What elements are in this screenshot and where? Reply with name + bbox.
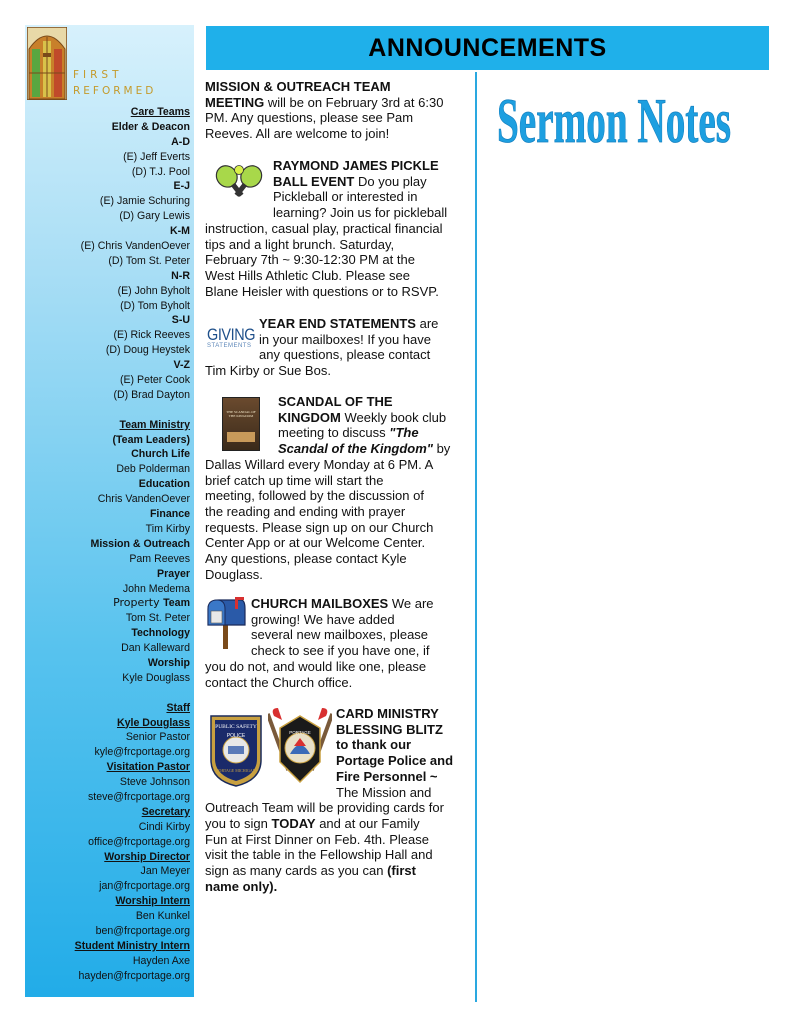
ann-text: Do you play: [354, 173, 427, 189]
ann-text: will be on February 3rd at 6:30: [264, 94, 444, 110]
staff-email[interactable]: office@frcportage.org: [88, 835, 190, 848]
staff-detail: Senior Pastor: [125, 731, 190, 744]
sermon-notes-text: Sermon Notes: [497, 85, 731, 156]
group-range: V-Z: [173, 359, 190, 372]
group-range: A-D: [171, 135, 190, 148]
ann-text: requests. Please sign up on our Church: [205, 519, 434, 535]
team-leader: Tim Kirby: [145, 522, 190, 535]
staff-email[interactable]: steve@frcportage.org: [87, 790, 190, 803]
ann-text: by: [432, 441, 451, 457]
ann-text: you to sign: [205, 815, 272, 831]
team-name: Technology: [131, 627, 190, 640]
ann-text: Blane Heisler with questions or to RSVP.: [205, 283, 439, 299]
ann-text: instruction, casual play, practical financial: [205, 220, 443, 236]
group-deacon: (D) Tom St. Peter: [108, 254, 190, 267]
sidebar: [25, 25, 194, 997]
staff-email[interactable]: hayden@frcportage.org: [78, 969, 190, 982]
group-deacon: (D) Brad Dayton: [113, 388, 190, 401]
ann-text: visit the table in the Fellowship Hall and: [205, 847, 433, 863]
staff-detail: Jan Meyer: [140, 865, 190, 878]
sidebar-directory: [25, 105, 190, 984]
ann-heading: CARD MINISTRY: [336, 706, 439, 721]
ann-text: We are: [388, 596, 434, 611]
ann-text: Outreach Team will be providing cards for: [205, 800, 444, 816]
team-leader: Tom St. Peter: [125, 612, 190, 625]
team-name: Mission & Outreach: [90, 537, 190, 550]
ann-text: meeting to discuss: [278, 425, 390, 441]
announcement-card-ministry: [205, 706, 473, 894]
team-name: Finance: [149, 508, 190, 521]
team-ministry-heading: Team Ministry: [119, 418, 190, 431]
ann-text: sign as many cards as you can: [205, 863, 388, 879]
ann-heading: Fire Personnel ~: [336, 768, 438, 784]
elder-deacon-label: Elder & Deacon: [111, 120, 190, 133]
column-divider: [475, 72, 477, 1002]
ann-text: several new mailboxes, please: [251, 627, 429, 643]
ann-text: Douglass.: [205, 566, 263, 582]
announcement-pickleball: [205, 158, 473, 299]
group-range: K-M: [169, 225, 190, 238]
team-leader: Kyle Douglass: [122, 671, 190, 684]
ann-text: Center App or at our Welcome Center.: [205, 535, 426, 551]
ann-text: brief catch up time will start the: [205, 472, 384, 488]
staff-detail: Ben Kunkel: [135, 910, 190, 923]
book-cover-title: THE SCANDAL OF THE KINGDOM: [226, 410, 256, 418]
group-elder: (E) Jamie Schuring: [99, 195, 190, 208]
team-name: Worship: [147, 656, 190, 669]
group-deacon: (D) Doug Heystek: [105, 344, 190, 357]
team-name: Church Life: [131, 448, 190, 461]
staff-email[interactable]: ben@frcportage.org: [95, 924, 190, 937]
ann-emphasis: (first: [387, 863, 416, 879]
group-elder: (E) John Byholt: [117, 284, 190, 297]
sermon-notes-title: [496, 80, 736, 160]
team-leader: John Medema: [122, 582, 190, 595]
logo-text-reformed: REFORMED: [73, 85, 157, 97]
stained-glass-logo-icon: [27, 27, 67, 100]
team-name: Prayer: [157, 567, 190, 580]
ann-emphasis: name only).: [205, 878, 278, 894]
announcement-mission-outreach: [205, 79, 473, 142]
ann-text: check to see if you have one, if: [251, 643, 430, 659]
group-elder: (E) Jeff Everts: [123, 150, 190, 163]
ann-text: Pickleball or interested in: [273, 189, 418, 205]
ann-heading: YEAR END STATEMENTS: [259, 316, 416, 331]
badge-bottom-text: PORTAGE MICHIGAN: [216, 768, 256, 773]
badge-top-text: PUBLIC SAFETY: [215, 724, 257, 730]
group-deacon: (D) Gary Lewis: [119, 210, 190, 223]
staff-title: Kyle Douglass: [116, 716, 190, 729]
ann-heading: Portage Police and: [336, 753, 454, 769]
group-elder: (E) Chris VandenOever: [80, 240, 190, 253]
staff-detail: Hayden Axe: [132, 954, 190, 967]
ann-text: PM. Any questions, please see Pam: [205, 110, 414, 126]
team-leader: Dan Kalleward: [121, 642, 190, 655]
ann-text: are: [415, 316, 439, 331]
page-title: ANNOUNCEMENTS: [368, 34, 607, 62]
property-team-word: Team: [163, 597, 190, 610]
ann-text: and at our Family: [315, 815, 420, 831]
staff-detail: Steve Johnson: [119, 776, 190, 789]
staff-title: Worship Director: [104, 850, 190, 863]
team-leader: Deb Polderman: [116, 463, 190, 476]
staff-email[interactable]: kyle@frcportage.org: [94, 746, 190, 759]
announcements-header: [206, 26, 769, 70]
staff-title: Secretary: [141, 805, 190, 818]
team-leader: Pam Reeves: [129, 552, 190, 565]
ann-text: growing! We have added: [251, 611, 395, 627]
group-elder: (E) Peter Cook: [119, 374, 190, 387]
ann-text: any questions, please contact: [259, 347, 431, 363]
ann-text: meeting, followed by the discussion of: [205, 488, 424, 504]
ann-text: in your mailboxes! If you have: [259, 331, 431, 347]
staff-title: Worship Intern: [115, 895, 190, 908]
ann-text: Dallas Willard every Monday at 6 PM. A: [205, 456, 434, 472]
staff-heading: Staff: [166, 701, 190, 714]
ann-emphasis: TODAY: [271, 815, 316, 831]
ann-text: Fun at First Dinner on Feb. 4th. Please: [205, 831, 429, 847]
ann-heading: CHURCH MAILBOXES: [251, 596, 389, 611]
ann-heading: MISSION & OUTREACH TEAM: [205, 79, 391, 94]
giving-icon-word: GIVING: [207, 325, 256, 344]
ann-text: Weekly book club: [340, 409, 447, 425]
team-leaders-label: (Team Leaders): [112, 433, 190, 446]
ann-heading: RAYMOND JAMES PICKLE: [273, 158, 439, 173]
ann-text: tips and a light brunch. Saturday,: [205, 236, 395, 252]
group-range: N-R: [171, 269, 190, 282]
badge-police-text: POLICE: [226, 733, 246, 739]
ann-heading: SCANDAL OF THE: [278, 394, 393, 409]
staff-detail: Cindi Kirby: [138, 820, 190, 833]
group-deacon: (D) T.J. Pool: [131, 165, 190, 178]
team-name: Education: [138, 478, 190, 491]
spacer: [25, 686, 190, 701]
ann-text: the reading and ending with prayer: [205, 503, 406, 519]
ann-text: The Mission and: [336, 784, 432, 800]
announcement-mailboxes: [205, 596, 473, 690]
ann-text: Tim Kirby or Sue Bos.: [205, 363, 331, 379]
ann-text: Any questions, please contact Kyle: [205, 551, 407, 567]
group-deacon: (D) Tom Byholt: [120, 299, 190, 312]
ann-text: West Hills Athletic Club. Please see: [205, 267, 410, 283]
fire-badge-text: PORTAGE: [289, 730, 311, 735]
staff-email[interactable]: jan@frcportage.org: [99, 880, 190, 893]
ann-text: February 7th ~ 9:30-12:30 PM at the: [205, 252, 415, 268]
staff-title: Visitation Pastor: [106, 761, 190, 774]
book-title: Scandal of the Kingdom": [278, 441, 433, 457]
ann-heading: KINGDOM: [278, 409, 341, 425]
spacer: [25, 403, 190, 418]
book-title: "The: [389, 425, 419, 441]
ann-heading: BLESSING BLITZ: [336, 721, 443, 737]
ann-text: contact the Church office.: [205, 674, 353, 690]
group-range: E-J: [173, 180, 190, 193]
ann-heading: MEETING: [205, 94, 265, 110]
group-elder: (E) Rick Reeves: [113, 329, 190, 342]
ann-text: you do not, and would like one, please: [205, 658, 427, 674]
property-word: Property: [113, 596, 160, 610]
ann-heading: to thank our: [336, 737, 412, 753]
care-teams-heading: Care Teams: [130, 106, 190, 118]
group-range: S-U: [171, 314, 190, 327]
team-leader: Chris VandenOever: [97, 493, 190, 506]
ann-text: Reeves. All are welcome to join!: [205, 126, 390, 142]
announcement-year-end-statements: [205, 316, 473, 379]
logo-text-first: FIRST: [73, 69, 123, 81]
announcement-book-club: [205, 394, 473, 582]
giving-icon-sub: STATEMENTS: [207, 343, 252, 349]
property-team-name: [25, 596, 190, 611]
staff-title: Student Ministry Intern: [74, 939, 190, 952]
ann-heading: BALL EVENT: [273, 173, 355, 189]
ann-text: learning? Join us for pickleball: [273, 205, 448, 221]
